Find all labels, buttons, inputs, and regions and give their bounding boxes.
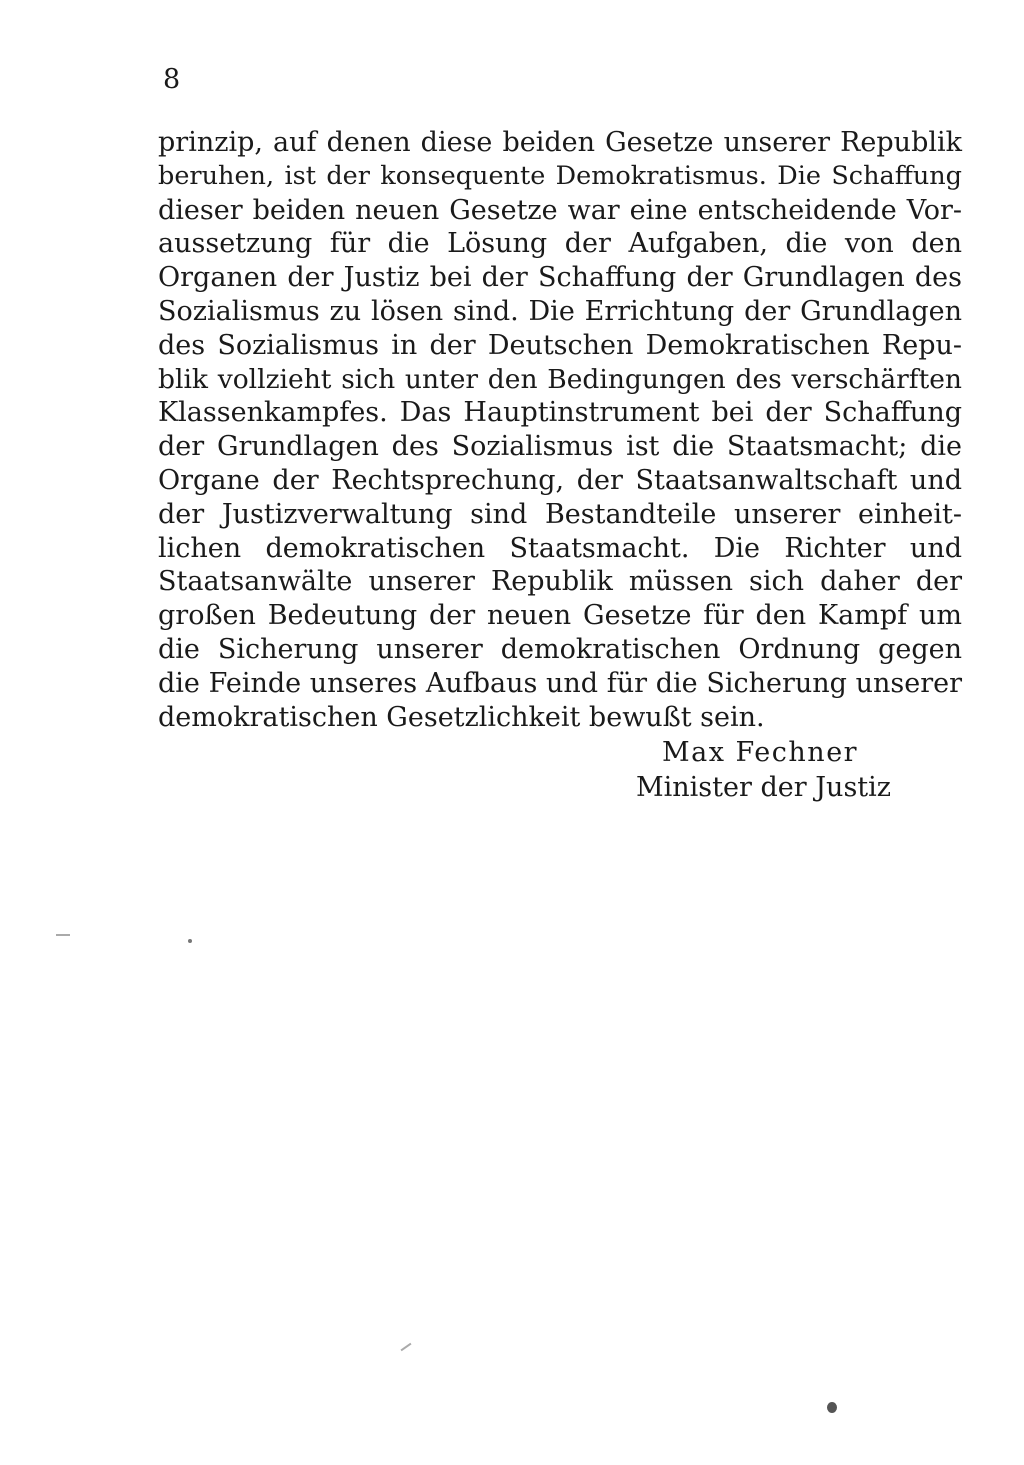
text-line: großen Bedeutung der neuen Gesetze für den Kampf um — [158, 600, 962, 632]
text-line: der Grundlagen des Sozialismus ist die Staatsmacht; die — [158, 431, 962, 463]
signatory-title: Minister der Justiz — [636, 772, 892, 803]
text-line: beruhen, ist der konsequente Demokratismus. Die Schaffung — [158, 160, 962, 191]
text-line: der Justizverwaltung sind Bestandteile unserer einheit- — [158, 498, 962, 530]
scan-mark — [56, 934, 70, 936]
text-line: des Sozialismus in der Deutschen Demokratischen Repu- — [158, 329, 962, 361]
text-line: Staatsanwälte unserer Republik müssen sich daher der — [158, 566, 962, 598]
text-line: blik vollzieht sich unter den Bedingungen des verschärften — [158, 363, 962, 395]
text-line: Sozialismus zu lösen sind. Die Errichtung der Grundlagen — [158, 295, 962, 327]
scan-mark — [401, 1343, 412, 1352]
text-line: aussetzung für die Lösung der Aufgaben, die von den — [158, 228, 962, 260]
scan-speck — [188, 939, 192, 943]
text-line: demokratischen Gesetzlichkeit bewußt sein. — [158, 701, 765, 733]
page-number: 8 — [163, 64, 181, 95]
text-line: Klassenkampfes. Das Hauptinstrument bei der Schaffung — [158, 397, 962, 429]
signature-block — [636, 736, 906, 806]
text-line: Organen der Justiz bei der Schaffung der Grundlagen des — [158, 262, 962, 294]
text-line: lichen demokratischen Staatsmacht. Die Richter und — [158, 532, 962, 564]
text-line: Organe der Rechtsprechung, der Staatsanwaltschaft und — [158, 464, 962, 496]
signatory-name: Max Fechner — [662, 737, 859, 768]
text-line: prinzip, auf denen diese beiden Gesetze unserer Republik — [158, 127, 962, 158]
text-line: die Sicherung unserer demokratischen Ordnung gegen — [158, 633, 962, 665]
scan-speck — [827, 1402, 837, 1413]
text-line: die Feinde unseres Aufbaus und für die Sicherung unserer — [158, 667, 962, 699]
text-line: dieser beiden neuen Gesetze war eine entscheidende Vor- — [158, 194, 962, 226]
body-paragraph — [158, 126, 962, 734]
